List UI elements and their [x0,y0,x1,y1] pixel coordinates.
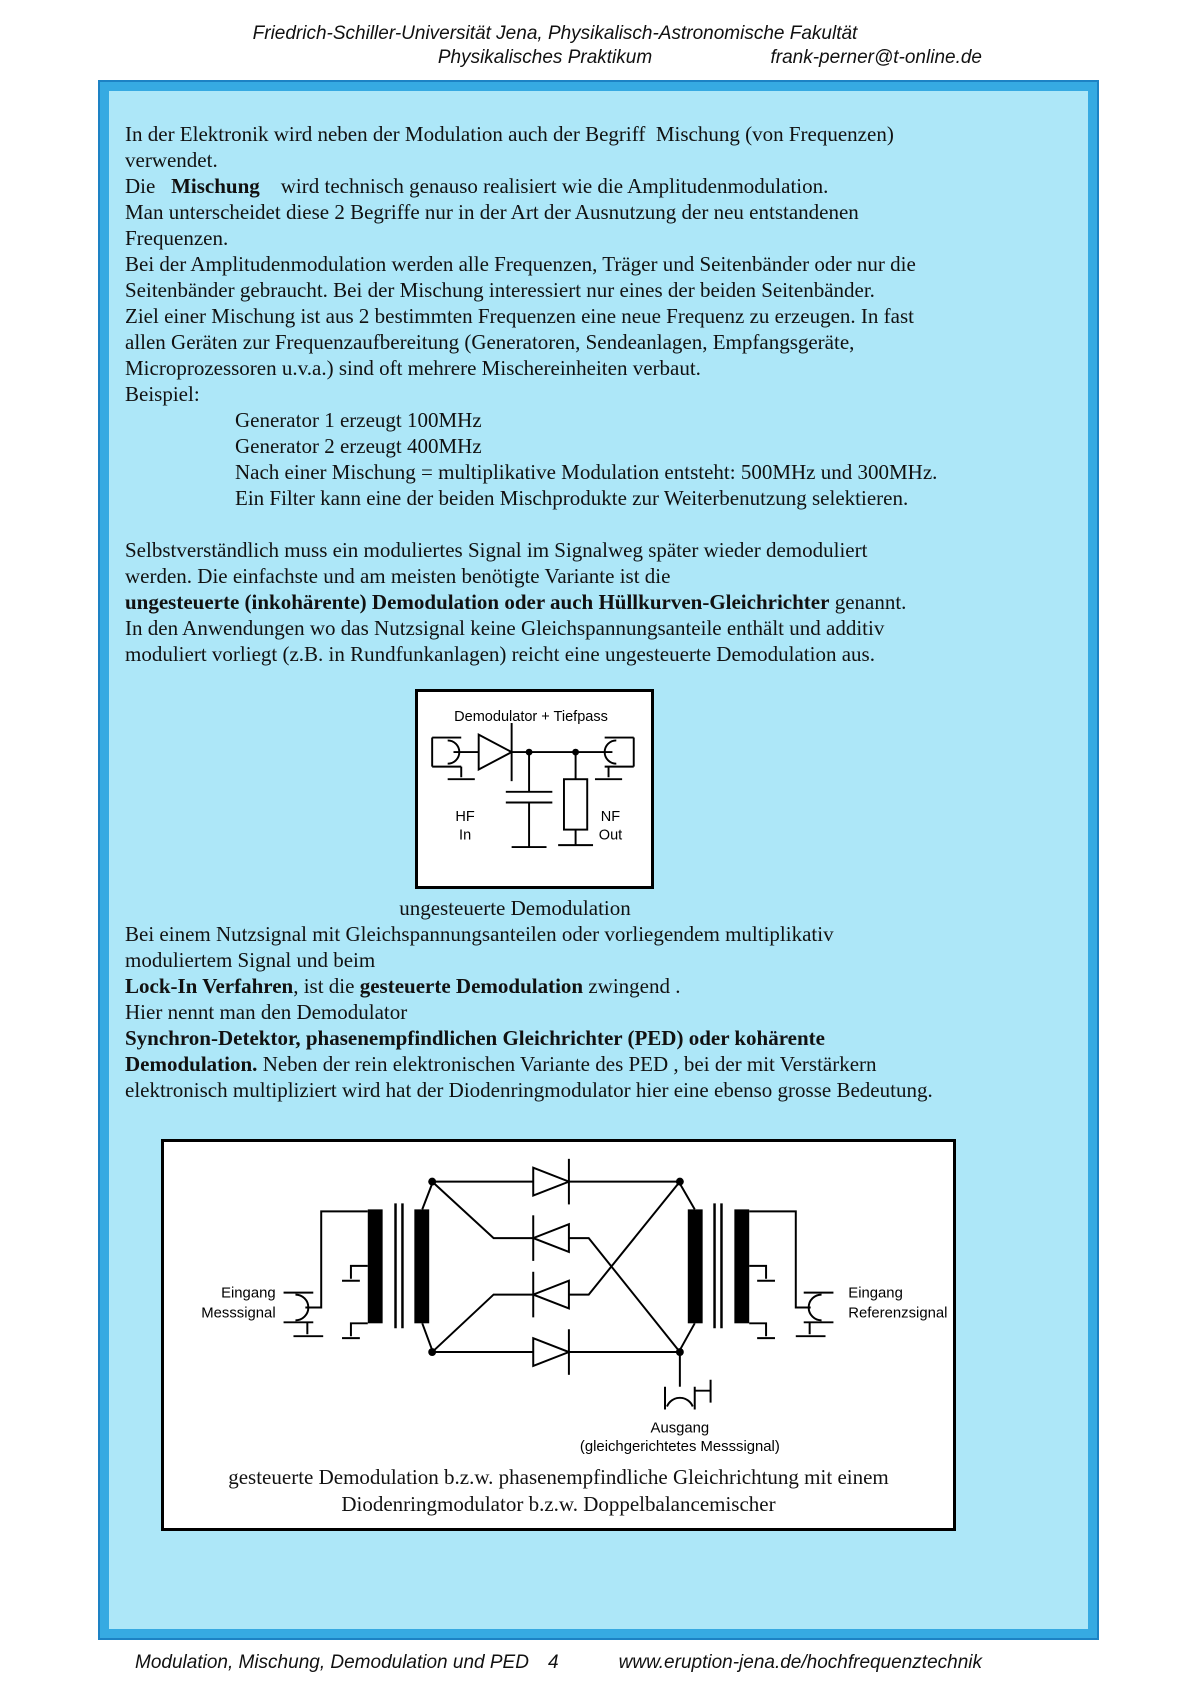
text-segment: Nach einer Mischung = multiplikative Modulation entsteht: 500MHz und 300MHz. [235,460,938,484]
figure-envelope-detector [415,689,654,889]
coax-messsignal-connector-icon [284,1293,324,1337]
text-line [125,407,1088,433]
fig2-label-ausgang: Ausgang [650,1420,710,1437]
text-line [125,973,1088,999]
text-line [125,199,1088,225]
figure2-caption-line1: gesteuerte Demodulation b.z.w. phasenempfindliche Gleichrichtung mit einem [228,1465,889,1489]
fig1-label-nf: NF [600,808,621,825]
text-line [125,381,1088,407]
text-line [125,251,1088,277]
text-segment: Microprozessoren u.v.a.) sind oft mehrere Mischereinheiten verbaut. [125,356,701,380]
bold-text-segment: Demodulation. [125,1052,258,1076]
fig2-label-messsignal: Messsignal [201,1305,276,1322]
text-segment: zwingend . [583,974,681,998]
fig2-label-referenzsignal: Referenzsignal [848,1305,948,1322]
text-line [125,589,1088,615]
spacer [125,511,1088,537]
transformer-left-icon [305,1184,432,1350]
coax-output-connector-icon [595,738,634,780]
envelope-detector-schematic [418,692,645,880]
text-line [125,225,1088,251]
text-segment: Bei einem Nutzsignal mit Gleichspannungsanteilen oder vorliegendem multiplikativ [125,922,834,946]
header-subtitle: Physikalisches Praktikum [437,47,653,68]
coax-output-connector-icon [665,1352,711,1409]
text-segment: , ist die [293,974,360,998]
capacitor-icon [506,752,553,847]
text-segment: moduliert vorliegt (z.B. in Rundfunkanlagen) reicht eine ungesteuerte Demodulation aus. [125,642,875,666]
text-segment: Hier nennt man den Demodulator [125,1000,408,1024]
diode-icon [479,723,512,781]
text-line [125,1025,1088,1051]
paragraph-intro [125,121,1088,511]
text-line [125,329,1088,355]
fig1-label-out: Out [598,827,623,844]
figure2-caption-line2: Diodenringmodulator b.z.w. Doppelbalancemischer [341,1492,776,1516]
text-segment: In den Anwendungen wo das Nutzsignal keine Gleichspannungsanteile enthält und additiv [125,616,885,640]
text-segment: Beispiel: [125,382,200,406]
text-line [125,563,1088,589]
text-line [125,921,1088,947]
text-line [125,147,1088,173]
text-line [125,303,1088,329]
text-line [125,537,1088,563]
page-footer [0,1652,1200,1678]
text-segment: Die [125,174,172,198]
text-segment: In der Elektronik wird neben der Modulation auch der Begriff Mischung (von Frequenzen) [125,122,894,146]
text-line [125,1051,1088,1077]
bold-text-segment: Mischung [171,174,260,198]
text-line [125,121,1088,147]
text-segment: Ziel einer Mischung ist aus 2 bestimmten Frequenzen eine neue Frequenz zu erzeugen. In fast [125,304,914,328]
ring-rails [428,1178,684,1356]
header-email: frank-perner@t-online.de [770,47,982,68]
footer-url: www.eruption-jena.de/hochfrequenztechnik [618,1652,982,1673]
fig2-label-eingang-left: Eingang [221,1285,276,1302]
text-segment: Seitenbänder gebraucht. Bei der Mischung interessiert nur eines der beiden Seitenbänder. [125,278,875,302]
diode-ring-icon [533,1159,569,1375]
text-segment: Selbstverständlich muss ein moduliertes Signal im Signalweg später wieder demoduliert [125,538,868,562]
text-segment: werden. Die einfachste und am meisten benötigte Variante ist die [125,564,671,588]
fig2-label-eingang-right: Eingang [848,1285,903,1302]
bold-text-segment: Lock-In Verfahren [125,974,294,998]
figure1-caption: ungesteuerte Demodulation [399,896,631,920]
text-segment: Frequenzen. [125,226,229,250]
text-segment: moduliertem Signal und beim [125,948,376,972]
text-line [125,459,1088,485]
text-line [125,947,1088,973]
transformer-right-icon [680,1184,811,1350]
text-segment: genannt. [829,590,907,614]
header-institution: Friedrich-Schiller-Universität Jena, Physikalisch-Astronomische Fakultät [252,23,858,44]
page-header [0,22,1200,70]
text-line [125,355,1088,381]
text-line [125,999,1088,1025]
fig1-title: Demodulator + Tiefpass [454,709,608,726]
bold-text-segment: gesteuerte Demodulation [359,974,584,998]
footer-page-number: 4 [548,1652,559,1673]
footer-title: Modulation, Mischung, Demodulation und PED [135,1652,529,1673]
text-segment: Generator 2 erzeugt 400MHz [235,434,482,458]
bold-text-segment: ungesteuerte (inkohärente) Demodulation oder auch Hüllkurven-Gleichrichter [125,590,830,614]
figure-ring-modulator [161,1139,956,1531]
figure2-caption [164,1464,953,1518]
text-line [125,615,1088,641]
coax-referenz-connector-icon [796,1293,834,1337]
content-box [100,82,1097,1638]
text-line [125,641,1088,667]
text-line [125,173,1088,199]
text-segment: Generator 1 erzeugt 100MHz [235,408,482,432]
text-segment: wird technisch genauso realisiert wie die Amplitudenmodulation. [259,174,829,198]
ring-modulator-schematic [164,1142,953,1464]
paragraph-ped [125,921,1088,1103]
fig2-label-ausgang-sub: (gleichgerichtetes Messsignal) [579,1439,780,1456]
fig1-label-in: In [459,827,472,844]
text-segment: allen Geräten zur Frequenzaufbereitung (Generatoren, Sendeanlagen, Empfangsgeräte, [125,330,855,354]
text-line [125,277,1088,303]
text-line [125,433,1088,459]
text-line [125,485,1088,511]
paragraph-demodulation [125,537,1088,667]
text-segment: Man unterscheidet diese 2 Begriffe nur in der Art der Ausnutzung der neu entstandenen [125,200,859,224]
resistor-icon [558,752,593,845]
coax-input-connector-icon [432,738,479,780]
text-segment: verwendet. [125,148,218,172]
text-line [125,1077,1088,1103]
text-segment: Bei der Amplitudenmodulation werden alle Frequenzen, Träger und Seitenbänder oder nur die [125,252,916,276]
header-row2 [0,46,1200,70]
text-segment: Neben der rein elektronischen Variante des PED , bei der mit Verstärkern [257,1052,877,1076]
fig1-label-hf: HF [455,808,475,825]
text-segment: Ein Filter kann eine der beiden Mischprodukte zur Weiterbenutzung selektieren. [235,486,909,510]
text-segment: elektronisch multipliziert wird hat der Diodenringmodulator hier eine ebenso grosse Bedeutung. [125,1078,933,1102]
bold-text-segment: Synchron-Detektor, phasenempfindlichen Gleichrichter (PED) oder kohärente [125,1026,825,1050]
